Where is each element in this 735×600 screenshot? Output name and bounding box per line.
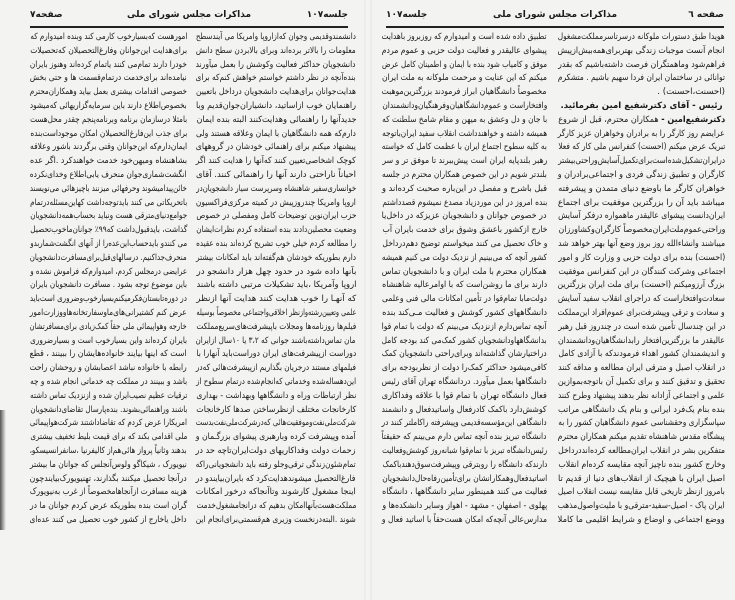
text-line [382, 72, 547, 86]
header-rule [30, 26, 348, 28]
line-text: انجام آنست موجبات زندگی بهتربرای‌همه‌بیش‌ازپیش [557, 45, 725, 56]
text-line [196, 266, 356, 280]
text-line [382, 486, 547, 500]
line-text: است که اینها بیایند خانواده‌هایشان را ببینند ، قطع [30, 349, 187, 360]
line-text: باین موضوع توجه بشود . مسافرت دانشجویان بایران [30, 280, 187, 291]
running-title: مذاکرات مجلس شورای ملی [492, 10, 618, 20]
text-line [196, 307, 356, 321]
left-page-right-column [196, 31, 356, 528]
line-text: (احسنت،احسنت) . [657, 87, 725, 98]
line-text: پهلوی - اصفهان - مشهد - اهواز وسایر دانشکده‌ها و [382, 501, 547, 512]
text-line [30, 266, 187, 280]
text-line [30, 252, 187, 266]
text-line [382, 114, 547, 128]
text-line [196, 100, 356, 114]
line-text: مان تماس‌داشته‌باشند جوانی که ۳،۲ یا ۱۰سال ازایران [195, 335, 356, 346]
line-text: فیلمهای مستند درجریان بگذاریم ازپیشرفت‌هائی که‌در [195, 363, 356, 374]
text-line [196, 321, 356, 335]
line-text: که آنهـا را خوب هدایت کنند هدایت آنها ازنظر [196, 294, 356, 305]
text-line [382, 128, 547, 142]
line-text: بامثلا درسازمان برنامه وبرنامه‌پنجم چقدر محل‌هست [29, 114, 187, 125]
line-text: گران است بنده بطوریکه عرض کردم جوانان ما در [29, 501, 187, 512]
text-line [382, 500, 547, 514]
speech-text: همکاران محترم، قبل از شروع [557, 114, 661, 125]
text-line [30, 514, 187, 528]
line-text: برای‌هدایت این‌جوانان وفارغ‌التحصیلان که‌تحصیلات [30, 45, 187, 56]
line-text: دارند‌که دانشگاه را روبترقی وپیشرفت‌سوق‌دهند‌باکمک [382, 459, 547, 470]
text-line [382, 238, 547, 252]
line-text: (احسنت) بنده برای دولت حزبی و وزارت کار و امور [558, 252, 725, 263]
line-text: دانشمندوقدیمی وجوان که‌ازاروپا وامریکا می آیندسطح [195, 32, 356, 42]
text-line [196, 252, 356, 266]
line-text: بزرگ آرزومیکنم (احسنت) برای ملت ایران بزرگترین [557, 280, 725, 291]
text-line [382, 293, 547, 307]
text-line [382, 417, 547, 431]
line-text: درآنجا تحصیل میکنند بگذارند، تهنیویورک‌بیایند‌چون [30, 473, 187, 484]
text-line [30, 321, 187, 335]
line-text: عرایضم روز کارگر را به برادران وخواهران عزیز کارگر [558, 128, 725, 139]
line-text: علمی وتعیین‌رشته‌وازنظر اخلاقی‌واجتماعی مخصوصاً بوسیله [196, 307, 356, 318]
text-line [382, 155, 547, 169]
left-page-header [30, 8, 348, 26]
text-line [558, 197, 725, 211]
line-text: کوچک اشخاصی‌تعیین کنند که‌آنها را هدایت کنند اگر [195, 156, 356, 167]
line-text: موفق و کامیاب شود بنده با ایمان و اطمینان کامل عرض [381, 59, 547, 70]
line-text: رئیس - آقای دکترشفیع امین بفرمائید. [560, 100, 723, 111]
line-text: نیامده‌اند برای‌خدمت درتمام‌قسمت ها و حتی بخش [30, 73, 187, 84]
line-text: باشد و ببینند در مملکت چه خدماتی انجام شده و چه [29, 376, 187, 387]
text-line [382, 224, 547, 238]
line-text: اروپا وآمریکا ،باید تشکیلات مرتبی داشته باشند [195, 280, 356, 291]
header-rule [386, 26, 724, 28]
line-text: راهنمایان خوب ازاساتید، دانشیاران‌جوان‌قدیم وبا [195, 100, 356, 111]
line-text: در خصوص جوانان و دانشجویان عزیزکه در داخل‌یا [382, 211, 547, 222]
text-line [30, 473, 187, 487]
text-line [558, 86, 725, 100]
line-text: ملی اقدامی بکند که برای قیمت بلیط تخفیف بیشتری [29, 432, 187, 443]
text-line [558, 155, 725, 169]
page-number: صفحه ٦ [688, 10, 724, 20]
text-line [196, 224, 356, 238]
line-text: ایران پاک - اصیل-سفید-مترقی‌و با ملیت‌واصول‌مذهب [557, 501, 725, 512]
text-line [30, 445, 187, 459]
line-text: کشور آنچه که می‌بینیم از نزدیک دولت می کنیم همیشه [381, 252, 547, 263]
line-text: امریکارا عرض کردم که تقاضاداشتند شرکت‌هواپیمائی [29, 418, 187, 429]
right-page-right-column [558, 31, 725, 528]
line-text: خائن‌پیدامیشوند وحرفهائی میزنند باچیزهائی می‌نویسند [30, 183, 187, 194]
line-text: تطبیق داده شده است و امیدوارم که روزبروز باهدایت [381, 32, 547, 42]
text-line [558, 210, 725, 224]
line-text: اساتیدفعال‌وهمکارانشان برای‌تأمین‌رفاه‌حال‌دانشجویان [382, 473, 547, 484]
text-line [382, 252, 547, 266]
line-text: این‌دهساله‌شده وخدماتی که‌انجام‌شده درتمام سطوح از [196, 376, 356, 387]
text-line [382, 321, 547, 335]
text-line [196, 417, 356, 431]
text-line [558, 72, 725, 86]
line-text: بلندتر شویم در این خصوص همکاران محترم در جلسه [382, 169, 547, 180]
text-line [382, 348, 547, 362]
text-line [382, 445, 547, 459]
text-line [30, 141, 187, 155]
line-text: میباشند وانشاءالله روز بروز وضع آنها بهتر خواهد شد [558, 238, 725, 249]
line-text: رابطه با خانواده نباشد اعصابشان و روحشان راحت [29, 363, 187, 374]
speech-line [558, 114, 725, 128]
text-line [30, 279, 187, 293]
text-line [30, 348, 187, 362]
line-text: خصوصی اقدامات بیشتری بعمل بیاید وهمکاران‌محترم [29, 87, 187, 98]
text-line [382, 100, 547, 114]
line-text: کافی‌میشود حداکثر کمک‌را دولت از نظربودجه برای [381, 363, 547, 374]
line-text: کارخانجات مختلف ازنظرساختن صدها کارخانجات [196, 404, 356, 415]
line-text: احیاناً ناراحتی دارند آنها را راهنمائی کنند. آقای [195, 169, 356, 180]
text-line [558, 224, 725, 238]
line-text: تبریک عرض میکنم (احسنت) کنفرانس ملی کار که فعلا [558, 142, 725, 153]
line-text: فراهم‌شود وماهمتگران فرصت داشته‌باشیم که بقدر [558, 59, 725, 70]
line-text: دارم بطوریکه خودشان هم‌گفته‌اند باید امکانات بیشتر [195, 252, 356, 263]
line-text: هدایت‌جوانان برای‌هدایت دانشجویان درداخل باتعیین [195, 87, 356, 98]
line-text: متفکرین بشر در انقلاب ایران‌مطالعه کرده‌اند‌در‌داخل [558, 445, 725, 456]
text-line [558, 348, 725, 362]
text-line [196, 183, 356, 197]
line-text: بنده‌آنچه در نظر داشتم خواستم خواهش کنم‌که برای [195, 73, 356, 84]
left-page-left-column [30, 31, 187, 528]
text-line [196, 72, 356, 86]
text-line [196, 279, 356, 293]
text-line [558, 321, 725, 335]
text-line [382, 266, 547, 280]
text-line [196, 155, 356, 169]
line-text: جدیدآنها را راهنمائی وهدایت‌کنند البته بنده ایمان [195, 114, 356, 125]
text-line [382, 390, 547, 404]
line-text: دانشجویان حداکثر فعالیت وکوشش را بعمل میآورند [196, 59, 356, 70]
text-line [30, 72, 187, 86]
right-page-left-column [382, 31, 547, 528]
text-line [558, 500, 725, 514]
line-text: توانائی در ساختمان ایران فردا سهیم باشیم . متشکرم [557, 73, 725, 84]
text-line [30, 362, 187, 376]
text-line [30, 155, 187, 169]
line-text: بشاهنشاه ومیهن‌خود خدمت خواهندکرد .اگر عده [29, 156, 187, 167]
line-text: میکنم که این عنایت و مرحمت ملوکانه به ملت ایران [382, 73, 547, 84]
line-text: دراختیارشان گذاشته‌اند وبرای‌راحتی دانشجویان کمک [382, 349, 547, 360]
text-line [558, 445, 725, 459]
text-line [558, 431, 725, 445]
text-line [382, 514, 547, 528]
text-line [196, 128, 356, 142]
text-line [558, 59, 725, 73]
text-line [196, 486, 356, 500]
line-text: در این چندسال تأمین شده است در چندروز قبل رهبر [558, 321, 725, 332]
text-line [196, 114, 356, 128]
line-text: داخل یاخارج از کشور خوب تحصیل می کنند عده‌ای [29, 514, 187, 525]
text-line [382, 404, 547, 418]
line-text: پیشوای عالیقدر و فعالیت دولت حزبی و عموم مردم [381, 45, 547, 56]
text-line [30, 59, 187, 73]
line-text: باتحریکاتی می کنند بایدتوجه‌داشت کهاین‌مسئله‌درتمام [29, 197, 187, 208]
line-text: بایران کرده‌اند واین بسیارخوب است و بسیارضروری [30, 335, 187, 346]
text-line [382, 183, 547, 197]
line-text: درایران‌تشکیل‌شده‌است‌برای‌تکمیل‌آسایش‌وراحتی‌بیشتر [557, 156, 725, 167]
text-line [558, 141, 725, 155]
line-text: زحمات دولت وفداکاریهای دولت‌ایران‌تاچه حد در [195, 445, 356, 456]
text-line [558, 266, 725, 280]
line-text: دانشگاهها بعمل میآورد. دردانشگاه تهران آقای رئیس [381, 376, 547, 387]
text-line [382, 86, 547, 100]
line-text: رئیس‌دانشگاه تبریز با تمام‌قوا شبانه‌روز کوشش‌وفعالیت [381, 445, 547, 456]
text-line [196, 31, 356, 45]
line-text: کوشش‌دارد باکمک کادرفعال واساتیدفعال و دانشمند [381, 404, 547, 415]
line-text: دانشگاه تبریز بنده آنچه تماس دارم می‌بینم که حقیقتاً [381, 432, 547, 443]
line-text: دانشگاههای کشور کوشش و فعالیت مـی‌کند بنده [382, 307, 547, 318]
line-text: فعالیت می کنند همینطور سایر دانشگاهها ، دانشگاه [381, 487, 547, 498]
line-text: قبل باشرح و مفصل در این‌باره صحبت کرده‌اند و [381, 183, 547, 194]
line-text: عرایضی درمجلس کردم، امیدوارم‌که فراموش نشده و [30, 266, 187, 277]
line-text: خارج ازکشور باعشق وشوق برای خدمت بایران آب [382, 225, 547, 236]
line-text: وافتخاراست و عموم‌دانشگاهیان‌وفرهنگیان‌ودانشمندان [381, 100, 547, 111]
text-line [382, 362, 547, 376]
line-text: اروپا وامریکا چندروزپیش در کمیته مرکزی‌فراکسیون [196, 197, 356, 208]
line-text: همکاران محترم با ملت ایران و با دانشجویان تماس [382, 266, 547, 277]
text-line [382, 307, 547, 321]
text-line [30, 210, 187, 224]
text-line [30, 45, 187, 59]
text-line [382, 473, 547, 487]
text-line [382, 141, 547, 155]
text-line [558, 307, 725, 321]
line-text: فارغ‌التحصیل میشوندهدایت‌کرد که بایران‌بیایند‌و در [196, 473, 356, 484]
line-text: عرض کنم کشتیرانی‌های‌ماوسفارتخانه‌هاووزارت‌امور [30, 307, 187, 318]
line-text: نظر ارتباطات وراه و دانشگاهها وبهداشت - بهداری [196, 390, 356, 401]
text-line [196, 197, 356, 211]
line-text: بخصوص‌اطلاع دارند باین سرمایه‌گزاریهائی که‌میشود [30, 100, 187, 111]
text-line [558, 238, 725, 252]
line-text: انگشت‌شماری‌جوان منحرف یابی‌اطلاع وخدای‌نکرده [30, 169, 187, 180]
line-text: وضعیت محصلین‌دادند بنده استفاده کردم نظرات‌ایشان [195, 225, 356, 236]
text-line [30, 431, 187, 445]
text-line [196, 86, 356, 100]
text-line [30, 293, 187, 307]
line-text: ایمان‌دارم‌که این‌جوانان وقتی برگردند باشور وعلاقه [29, 142, 187, 153]
line-text: علمی و اجتماعی آزادانه نظر بدهند پیشنهاد وطرح کنند [558, 390, 725, 401]
text-line [558, 183, 725, 197]
text-line [30, 86, 187, 100]
line-text: امورهست که‌بسیارخوب کارمی کند وبنده امیدوارم که [30, 32, 187, 42]
session-number: جلسه۱۰۷ [386, 10, 428, 20]
text-line [558, 335, 725, 349]
line-text: بدانشگاهها‌ودانشجویان کشور کمک‌می کند بودجه کامل [381, 335, 547, 346]
text-line [196, 59, 356, 73]
text-line [382, 59, 547, 73]
line-text: اینجا مشغول کارشوند وتاآنجاکه درخور امکانات [195, 487, 356, 498]
line-text: کارگران و تطبیق زندگی فردی و اجتماعی‌برادران و [557, 169, 725, 180]
line-text: در انقلاب اصیل و مترقی ایران مطالعه و مداقه کنند [558, 363, 725, 374]
line-text: میباشد باید آن را بزرگترین موفقیت برای اجتماع [558, 197, 725, 208]
line-text: خودرا دارند تمام‌می کنند یاتمام کرده‌اند وهنوز بایران [30, 59, 187, 70]
line-text: با جان و دل وعشق به میهن و مقام شامخ سلطنت که [381, 114, 547, 125]
text-line [558, 31, 725, 45]
line-text: معلومات را بالاتر برده‌اند وبرای بالابردن سطح دانش [196, 45, 356, 56]
line-text: اجتماعی وشرکت کنندگان در این کنفرانس موفقیت [557, 266, 725, 277]
text-line [382, 210, 547, 224]
line-text: ترقیات عظیم نصیب‌ایران شده و ازنزدیک تماس داشته [29, 390, 187, 401]
line-text: تحقیق و تدقیق کنند و برای تکمیل آن باتوجه‌بموازین [557, 376, 725, 387]
text-line [196, 445, 356, 459]
line-text: شوند .البته‌درنخست وزیری هم‌قسمتی‌برای‌انجام این [195, 514, 356, 525]
line-text: و سعادت و ترقی وپیشرفت‌برای عموم‌افراد این‌مملکت [557, 307, 725, 318]
text-line [30, 128, 187, 142]
line-text: دوراست ازپیشرفت‌های ایران دوراست‌باید آنهارا با [196, 349, 356, 360]
line-text: دانشگاهی این‌مؤسسه‌قدیمی وپیشرفته راکاملتر کنند در [381, 418, 547, 429]
line-text: منحرف‌جداکنیم. درسالهای‌قبل‌برای‌مسافرت‌دانشجویان [30, 252, 187, 263]
line-text: جوامع‌دنیای‌مترقی هست ونباید بحساب‌همه‌دانشجویان [30, 211, 187, 222]
text-line [196, 293, 356, 307]
text-line [558, 417, 725, 431]
text-line [30, 500, 187, 514]
line-text: ووضع اجتماعی و اوضاع و شرایط اقلیمی ما کاملا [557, 514, 725, 525]
line-text: برای جذب این‌فارغ‌التحصیلان امکان موجوداست‌بنده [29, 128, 187, 139]
line-text: نیویورک ، شیکاگو ولوس‌آنجلس که جوانان ما بیشتر [29, 459, 187, 470]
speaker-name: دکترشفیع‌امین - [660, 114, 725, 125]
session-number: جلسه۱۰۷ [306, 10, 348, 20]
text-line [558, 45, 725, 59]
text-line [196, 169, 356, 183]
line-text: مخصوصاً دانشگاهیان ابراز فرمودند بزرگترین‌موهبت [382, 87, 547, 98]
text-line [382, 459, 547, 473]
text-line [558, 390, 725, 404]
line-text: به کلیه سطوح اجتماع ایران با عظمت کامل که خواسته [381, 142, 547, 153]
text-line [196, 390, 356, 404]
text-line [382, 431, 547, 445]
line-text: ایران‌دانست پیشوای عالیقدر ماهمواره درفکر آسایش [557, 211, 725, 222]
text-line [558, 514, 725, 528]
text-line [382, 376, 547, 390]
text-line [30, 390, 187, 404]
line-text: پیشگاه مقدس شاهنشاه تقدیم میکنم همکاران محترم [557, 432, 725, 443]
text-line [196, 376, 356, 390]
text-line [30, 404, 187, 418]
text-line [30, 114, 187, 128]
text-line [196, 514, 356, 528]
speaker-announcement [558, 100, 725, 114]
text-line [382, 31, 547, 45]
text-line [558, 376, 725, 390]
text-line [558, 459, 725, 473]
line-text: باشند وراهنمائی‌بشوند. بنده‌پارسال تقاضای‌دانشجویان [29, 404, 187, 415]
text-line [196, 348, 356, 362]
text-line [558, 293, 725, 307]
text-line [196, 473, 356, 487]
text-line [558, 279, 725, 293]
line-text: فیلم‌ها روزنامه‌ها ومجلات باپیشرفت‌های‌سریع‌مملکت [196, 321, 356, 332]
text-line [196, 404, 356, 418]
line-text: بامروز ازنظر تاریخی قابل مقایسه نیست انقلاب اصیل [558, 487, 725, 498]
line-text: دارند برای ما روشن‌است که با اوامرعالیه شاهنشاه [381, 280, 547, 291]
line-text: همیشه داشته و خواهندداشت انقلاب سفید ایران‌باتوجه [381, 128, 547, 139]
text-line [558, 128, 725, 142]
line-text: شرکت‌ملی‌نفت‌وموفقیت‌هائی که‌درشرکت‌ملی‌نفت‌بدست [195, 418, 356, 429]
line-text: گذاشت، بایدقبول‌داشت که۹۹٪ جوانان‌ماخوب‌تحصیل [29, 225, 187, 236]
line-text: دارم‌که همه دانشگاهیان با ایمان وعلاقه هستند ولی [196, 128, 356, 139]
right-page-header [386, 8, 724, 26]
line-text: وراحتی‌عموم‌ملت‌ایران‌مخصوصاً کارگران‌وکشاورزان [558, 225, 725, 236]
line-text: هویدا طبق دستورات ملوکانه درسرتاسرمملکت‌مشغول [558, 32, 725, 42]
text-line [558, 169, 725, 183]
line-text: وخارج کشور بنده ناچیز آنچه مقایسه کرده‌ام انقلاب [558, 459, 725, 470]
text-line [382, 335, 547, 349]
text-line [558, 486, 725, 500]
text-line [30, 459, 187, 473]
text-line [558, 473, 725, 487]
text-line [196, 141, 356, 155]
line-text: سپاسگزاری وحقشناسی عموم دانشگاهیان کشور را به [558, 418, 725, 429]
line-text: بآنها داده شود در حدود چهل هزار دانشجو در [196, 266, 356, 277]
text-line [30, 197, 187, 211]
line-text: مملکت‌هست‌بآنهاامکان بدهیم که درانجامشغول‌خدمت [196, 501, 356, 512]
text-line [196, 431, 356, 445]
text-line [382, 279, 547, 293]
line-text: تمام‌شئون‌زندگی ترقی‌وجلو رفته باید دانشجویانی‌راکه [195, 459, 356, 470]
text-line [30, 486, 187, 500]
line-text: آمده وپیشرفت کرده وبارهبری پیشوای بزرگـمان و [196, 432, 356, 443]
line-text: اصیل ایران با هیچیک از انقلاب‌های دنیا از قدیم تا [557, 473, 725, 484]
line-text: می کنندو بایدحساب‌این‌عده‌را از آنهای انگشت‌شماربدو [30, 238, 187, 249]
text-line [382, 197, 547, 211]
text-line [30, 169, 187, 183]
text-line [196, 362, 356, 376]
text-line [558, 114, 725, 128]
text-line [382, 45, 547, 59]
line-text: مدارس‌عالی آنچه‌که امکان هست‌حقاً با اساتید فعال و [381, 514, 547, 525]
line-text: خارجه وهواپیمائی ملی حقاً کمک‌زیادی برای‌مسافرتشان [29, 321, 187, 332]
text-line [196, 335, 356, 349]
line-text: دولت‌مابا تمام‌قوا در تأمین امکانات مالی فنی وعلمی [382, 294, 547, 305]
line-text: و خاک تحصیل می کنند میخواستم توضیح دهم‌درداخل [382, 238, 547, 249]
line-text: و اندیشمندان کشور اهداء فرمودندکه با آزادی کامل [558, 349, 725, 360]
text-line [196, 500, 356, 514]
line-text: هزینه مسافرت ازآنجاها‌مخصوصاً از غرب به‌نیویورک [30, 487, 187, 498]
text-line [30, 100, 187, 114]
line-text: عالیقدر ما بزرگترین‌افتخار رابدانشگاهیان‌ودانشمندان [558, 335, 725, 346]
line-text: خوانساری‌سفیر شاهنشاه وسرپرست سیار دانشجویان‌در [196, 183, 356, 194]
text-line [382, 169, 547, 183]
line-text: فعال دانشگاه تهران با تمام قوا با علاقه وفداکاری [381, 390, 547, 401]
line-text: در دوره‌تابستان‌فکرمیکنم‌بسیارخوب‌وضروری است‌باید [29, 294, 187, 305]
text-line [196, 210, 356, 224]
line-text: بدهند وثانیاً پرواز هائی‌هم‌از کالیفرنیا ،سانفرانسیسکو، [29, 445, 187, 456]
line-text: حزب ایران‌نوین توضیحات کامل ومفصلی در خصوص [195, 211, 356, 222]
text-line [30, 335, 187, 349]
text-line [196, 238, 356, 252]
line-text: پیشنهاد میکنم برای راهنمائی خودشان در گروههای [195, 142, 356, 153]
line-text: بنده امروز در این موردزیاد مصدع نمیشوم قصدداشتم [382, 197, 547, 208]
line-text: رهبر بلندپایه ایران است پیش‌ببرند تا موفق تر و سر [381, 156, 547, 167]
line-text: سعادت‌وافتخاراست که دراجرای انقلاب سفید آسایش [557, 294, 725, 305]
text-line [558, 362, 725, 376]
line-text: خواهران کارگر ما باوضع دنیای متمدن و پیشرفته [557, 183, 725, 194]
line-text: را مطالعه کردم خیلی خوب تشریح کرده‌اند بنده عقیده [196, 238, 356, 249]
line-text: بنده بنام یک‌فرد ایرانی و بنام یک دانشگاهی مراتب [557, 404, 725, 415]
text-line [196, 459, 356, 473]
text-line [558, 404, 725, 418]
line-text: آنچه تماس‌دارم ازنزدیک می‌بینم که دولت با تمام قوا [381, 321, 547, 332]
running-title: مذاکرات مجلس شورای ملی [126, 10, 252, 20]
text-line [558, 252, 725, 266]
text-line [196, 45, 356, 59]
page-number: صفحه۷ [30, 10, 63, 20]
